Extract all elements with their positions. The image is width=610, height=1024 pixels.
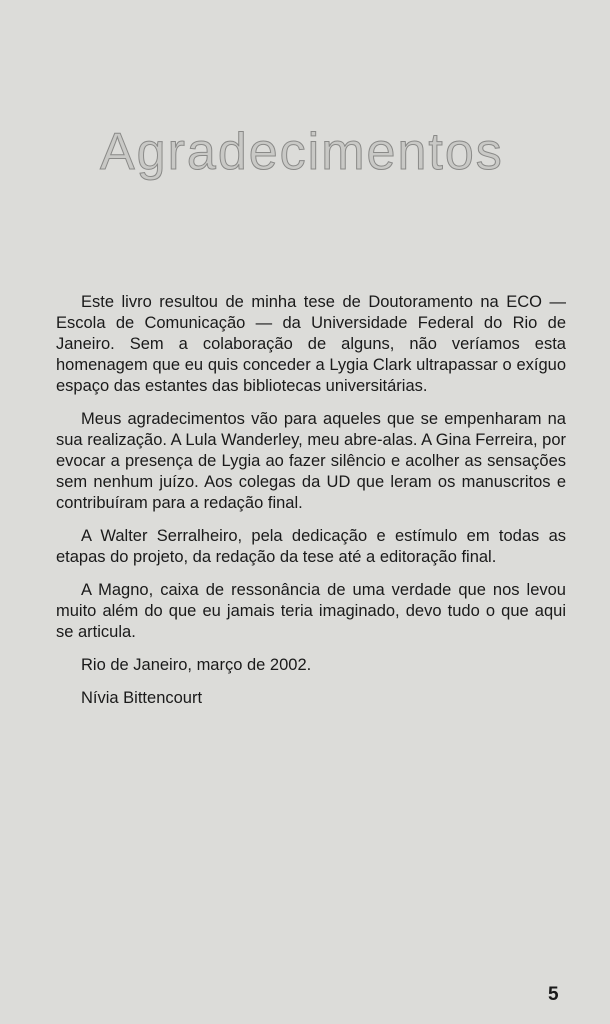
acknowledgements-body [56,292,566,721]
paragraph: Meus agradecimentos vão para aqueles que se empenharam na sua realização. A Lula Wanderley, meu abre-alas. A Gina Ferreira, por evocar a presença de Lygia ao fazer silêncio e acolher as sensações sem nenhum juízo. Aos colegas da UD que leram os manuscritos e contribuíram para a redação final. [56,410,566,512]
page-number: 5 [548,984,559,1005]
page-title: Agradecimentos [100,123,504,181]
paragraph: Este livro resultou de minha tese de Doutoramento na ECO — Escola de Comunicação — da Universidade Federal do Rio de Janeiro. Sem a colaboração de alguns, não veríamos esta homenagem que eu quis conceder a Lygia Clark ultrapassar o exíguo espaço das estantes das bibliotecas universitárias. [56,293,566,395]
signature: Nívia Bittencourt [81,689,203,707]
paragraph: A Magno, caixa de ressonância de uma verdade que nos levou muito além do que eu jamais teria imaginado, devo tudo o que aqui se articula. [56,581,566,641]
paragraph: A Walter Serralheiro, pela dedicação e estímulo em todas as etapas do projeto, da redação da tese até a editoração final. [56,527,566,566]
place-date: Rio de Janeiro, março de 2002. [81,656,312,674]
